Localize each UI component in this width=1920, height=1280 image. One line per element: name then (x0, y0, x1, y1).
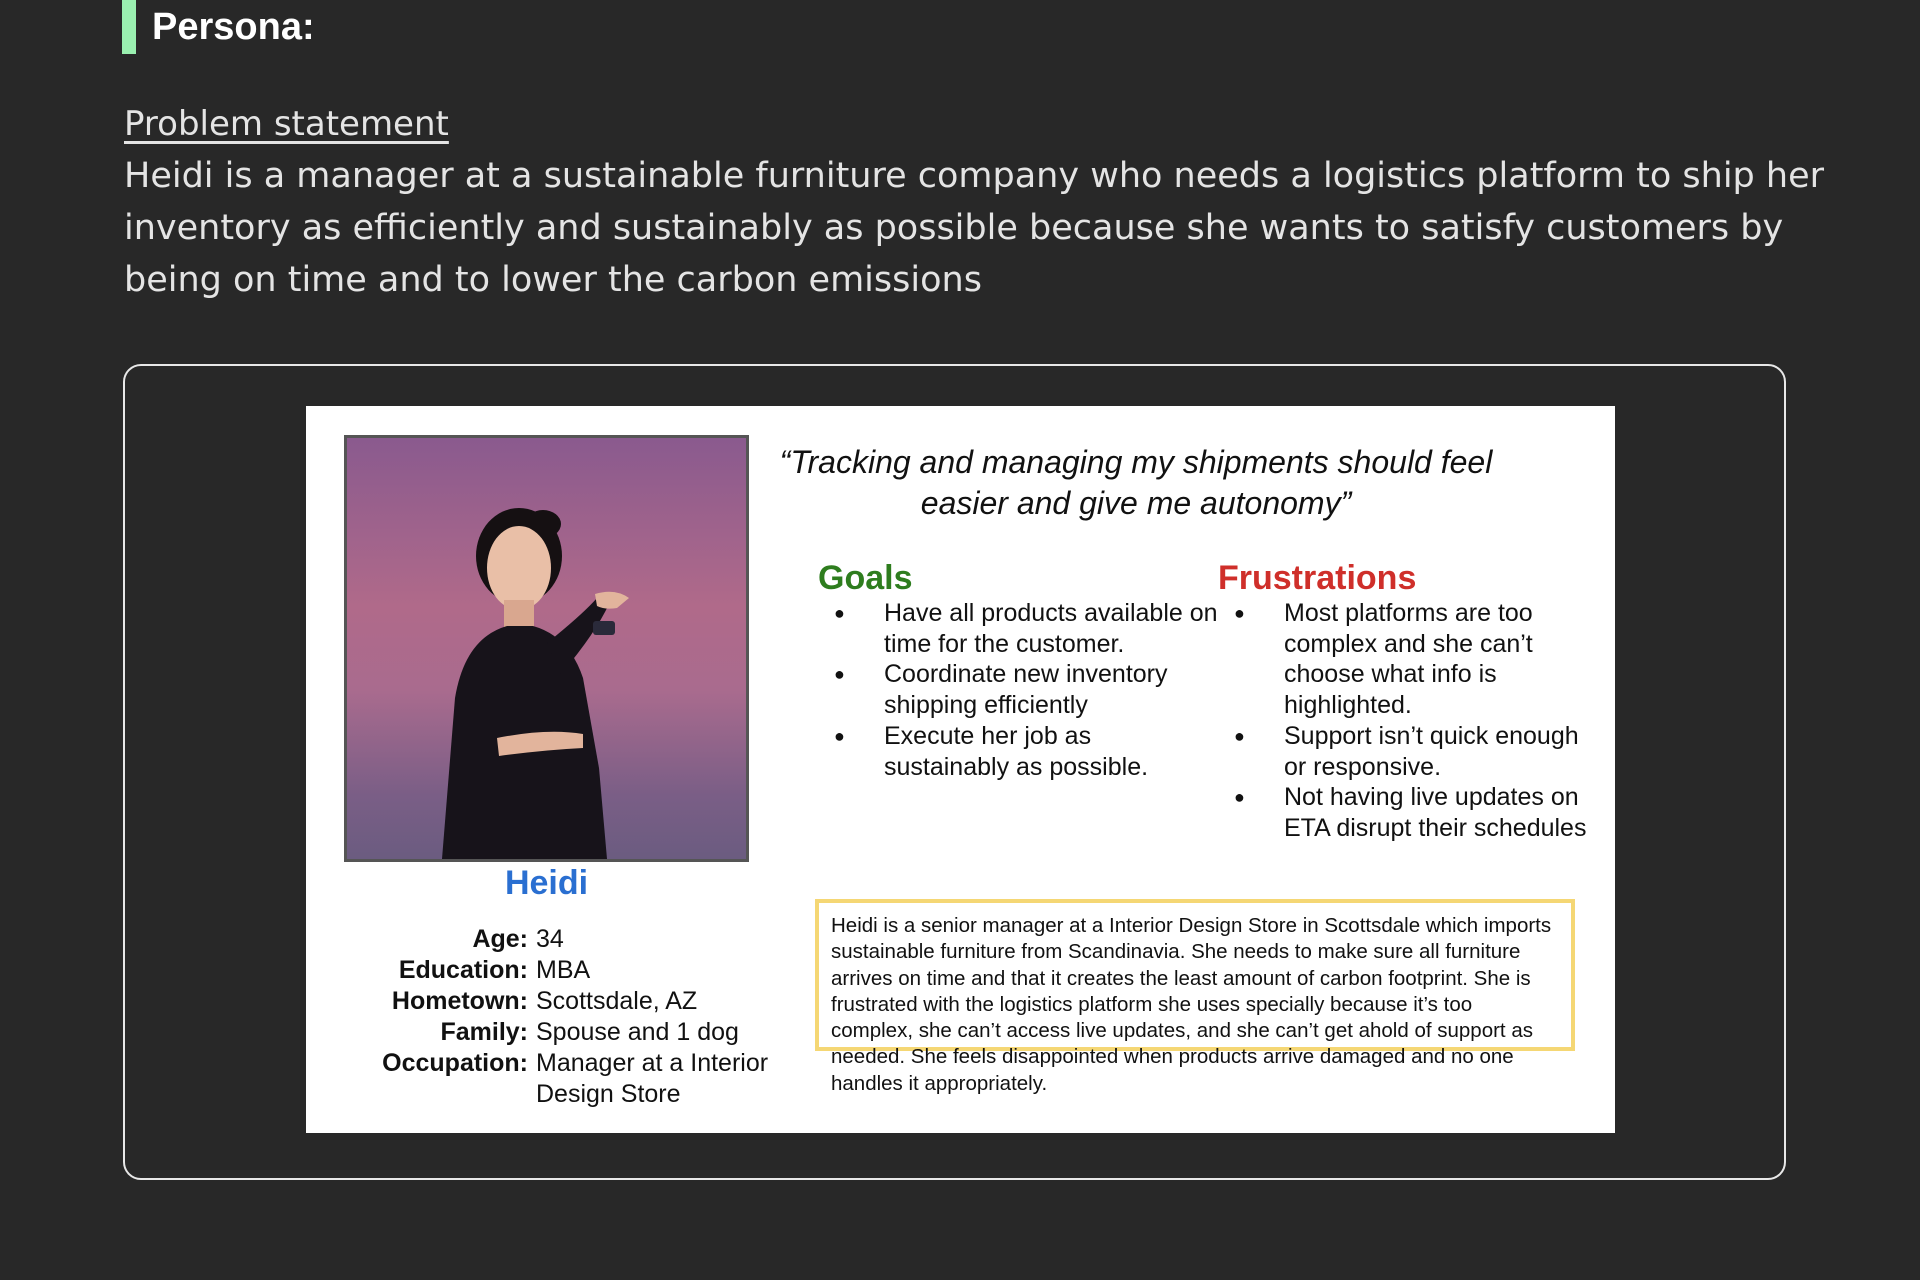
detail-label: Family: (440, 1018, 528, 1046)
accent-bar (122, 0, 136, 54)
detail-label: Occupation: (382, 1049, 528, 1077)
detail-value: Manager at a Interior Design Store (536, 1049, 769, 1108)
detail-label: Age: (472, 925, 528, 953)
detail-value: MBA (536, 956, 591, 984)
detail-label: Education: (398, 956, 528, 984)
persona-name: Heidi (504, 864, 589, 902)
frustrations-list (1218, 598, 1598, 844)
portrait-photo-icon (344, 435, 749, 862)
persona-quote: “Tracking and managing my shipments should feel easier and give me autonomy” (779, 444, 1493, 521)
list-item: ● Support isn’t quick enough or responsive. (1218, 721, 1598, 782)
goals-list (818, 598, 1218, 782)
list-item: ● Have all products available on time for the customer. (818, 598, 1218, 659)
problem-statement-heading: Problem statement (124, 104, 449, 144)
goals-section (818, 558, 1218, 782)
section-header (122, 0, 315, 54)
detail-row-hometown (326, 986, 786, 1017)
problem-statement (124, 98, 1824, 306)
detail-row-occupation (326, 1048, 786, 1110)
list-item: ● Execute her job as sustainably as possible. (818, 721, 1218, 782)
list-item: ● Coordinate new inventory shipping efficiently (818, 659, 1218, 720)
detail-label: Hometown: (391, 987, 528, 1015)
detail-value: Scottsdale, AZ (536, 987, 698, 1015)
frustrations-section (1218, 558, 1598, 844)
detail-row-family (326, 1017, 786, 1048)
detail-value: Spouse and 1 dog (536, 1018, 739, 1046)
list-item: ● Most platforms are too complex and she can’t choose what info is highlighted. (1218, 598, 1598, 721)
section-title: Persona: (152, 5, 315, 48)
frustrations-heading: Frustrations (1218, 559, 1417, 597)
detail-value: 34 (536, 925, 564, 953)
list-item: ● Not having live updates on ETA disrupt their schedules (1218, 782, 1598, 843)
persona-details (326, 924, 786, 1110)
persona-bio: Heidi is a senior manager at a Interior Design Store in Scottsdale which imports sustainable furniture from Scandinavia. She needs to make sure all furniture arrives on time and that it creates the least amount of carbon footprint. She is frustrated with the logistics platform she uses specially because it’s too complex, she can’t access live updates, and she can’t get ahold of support as needed. She feels disappointed when products arrive damaged and no one handles it appropriately. (815, 899, 1575, 1051)
problem-statement-text: Heidi is a manager at a sustainable furniture company who needs a logistics platform to ship her inventory as efficiently and sustainably as possible because she wants to satisfy customers by being on time and to lower the carbon emissions (124, 156, 1824, 300)
goals-heading: Goals (818, 559, 913, 597)
persona-card (306, 406, 1615, 1133)
detail-row-age (326, 924, 786, 955)
detail-row-education (326, 955, 786, 986)
